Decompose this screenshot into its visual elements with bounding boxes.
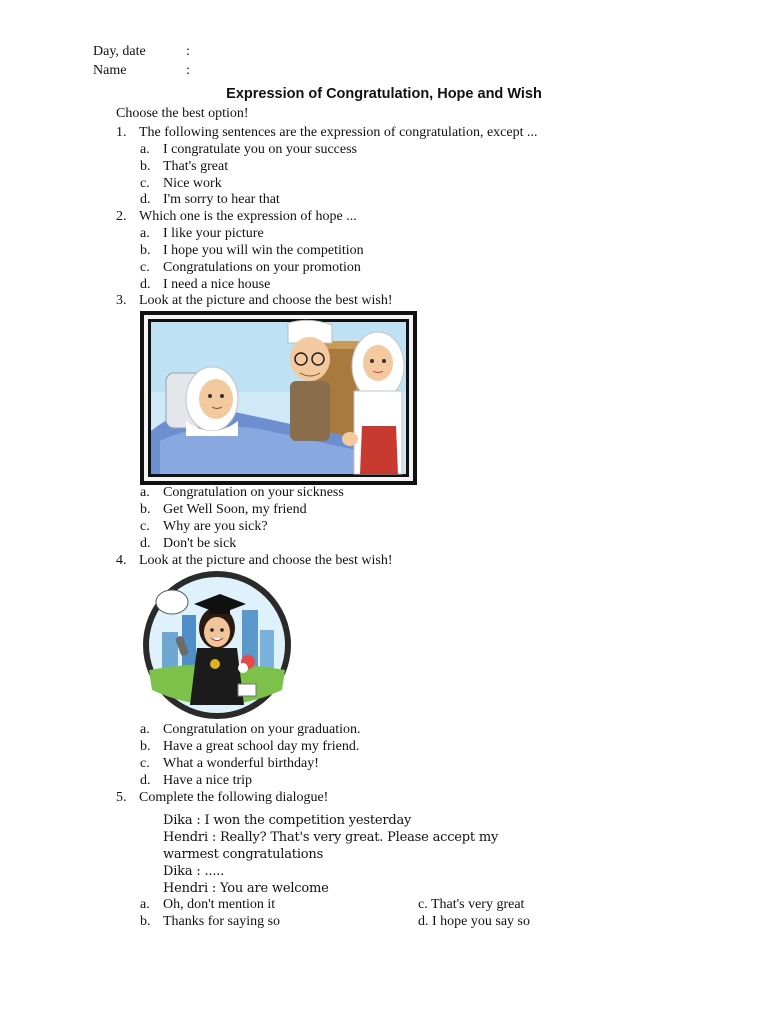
q5-option-c[interactable] [418,897,524,913]
option-letter: d. [140,773,151,788]
name-colon: : [186,63,190,78]
question-text: The following sentences are the expression of congratulation, except ... [139,125,538,140]
option-letter: b. [140,502,151,517]
option-letter: c. [140,756,150,771]
question-1 [116,125,537,141]
graduation-picture [142,570,292,720]
option-text: Have a great school day my friend. [163,739,360,754]
q2-option-a[interactable] [140,226,264,242]
option-letter: b. [140,243,151,258]
worksheet-title: Expression of Congratulation, Hope and Wish [226,86,542,102]
option-letter: b. [140,739,151,754]
q2-option-d[interactable] [140,277,270,293]
q3-option-a[interactable] [140,485,344,501]
option-letter: c. [140,260,150,275]
option-text: Get Well Soon, my friend [163,502,307,517]
option-text: I congratulate you on your success [163,142,357,157]
q3-option-d[interactable] [140,536,236,552]
question-number: 1. [116,125,127,140]
option-text: Congratulation on your sickness [163,485,344,500]
dialogue-line-1: Dika : I won the competition yesterday [163,813,412,828]
option-text: Oh, don't mention it [163,897,276,912]
option-letter: a. [140,226,150,241]
name-row [93,61,190,80]
question-number: 2. [116,209,127,224]
question-number: 4. [116,553,127,568]
question-number: 3. [116,293,127,308]
day-date-row [93,42,190,61]
day-date-colon: : [186,44,190,59]
instruction: Choose the best option! [116,106,249,121]
question-2 [116,209,357,225]
option-text: Nice work [163,176,222,191]
option-letter: a. [140,897,150,912]
option-text: d. I hope you say so [418,914,530,929]
q5-option-b[interactable] [140,914,280,930]
q1-option-a[interactable] [140,142,357,158]
q4-option-c[interactable] [140,756,319,772]
option-letter: d. [140,536,151,551]
option-text: I'm sorry to hear that [163,192,280,207]
q3-option-b[interactable] [140,502,307,518]
dialogue-line-3: warmest congratulations [163,847,324,862]
option-letter: b. [140,914,151,929]
question-5 [116,790,328,806]
option-text: c. That's very great [418,897,525,912]
option-letter: b. [140,159,151,174]
option-text: I like your picture [163,226,264,241]
option-text: Don't be sick [163,536,237,551]
q1-option-c[interactable] [140,176,222,192]
option-letter: a. [140,142,150,157]
question-text: Complete the following dialogue! [139,790,329,805]
option-letter: a. [140,485,150,500]
dialogue-line-2: Hendri : Really? That's very great. Please accept my [163,830,499,845]
q1-option-d[interactable] [140,192,280,208]
q4-option-d[interactable] [140,773,252,789]
option-text: What a wonderful birthday! [163,756,319,771]
dialogue-line-5: Hendri : You are welcome [163,881,329,896]
option-text: Why are you sick? [163,519,268,534]
option-text: Congratulations on your promotion [163,260,361,275]
question-3 [116,293,392,309]
q5-option-a[interactable] [140,897,275,913]
name-label: Name [93,63,127,78]
option-letter: c. [140,519,150,534]
q4-option-a[interactable] [140,722,361,738]
question-text: Which one is the expression of hope ... [139,209,357,224]
q2-option-c[interactable] [140,260,361,276]
hospital-visit-picture [140,311,417,485]
option-text: Have a nice trip [163,773,253,788]
option-text: I need a nice house [163,277,271,292]
option-letter: a. [140,722,150,737]
dialogue-line-4: Dika : ..... [163,864,225,879]
day-date-label: Day, date [93,44,146,59]
option-text: Congratulation on your graduation. [163,722,361,737]
question-4 [116,553,392,569]
question-text: Look at the picture and choose the best wish! [139,293,393,308]
option-text: I hope you will win the competition [163,243,364,258]
q1-option-b[interactable] [140,159,228,175]
question-number: 5. [116,790,127,805]
option-text: Thanks for saying so [163,914,281,929]
option-letter: d. [140,192,151,207]
q4-option-b[interactable] [140,739,359,755]
option-letter: c. [140,176,150,191]
q5-option-d[interactable] [418,914,530,930]
option-letter: d. [140,277,151,292]
q2-option-b[interactable] [140,243,364,259]
option-text: That's great [163,159,229,174]
question-text: Look at the picture and choose the best wish! [139,553,393,568]
q3-option-c[interactable] [140,519,268,535]
